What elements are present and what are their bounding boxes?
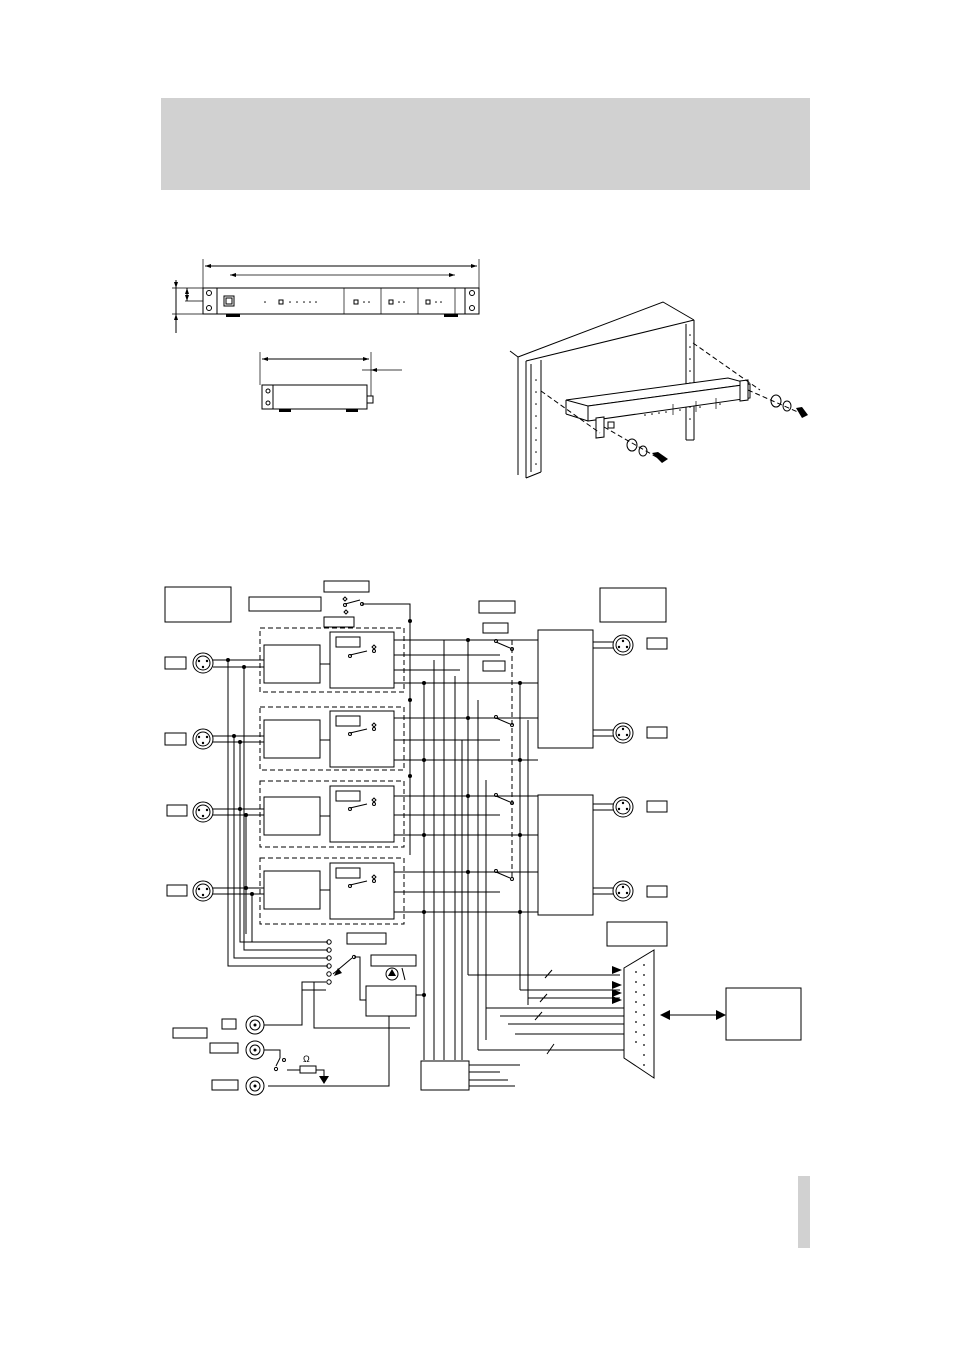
control-block xyxy=(366,986,416,1016)
ground-symbol-icon xyxy=(319,1076,329,1084)
input-section-label-box xyxy=(165,587,231,622)
xlr-jack-icon xyxy=(593,881,667,901)
double-arrow-icon xyxy=(660,1010,726,1020)
xlr-jack-icon xyxy=(593,635,667,655)
output-switch-label-box xyxy=(479,601,515,613)
selector-label-box xyxy=(347,933,386,944)
connector-label-box xyxy=(607,922,667,946)
resistor-icon xyxy=(300,1066,316,1073)
omega-symbol: Ω xyxy=(303,1054,310,1064)
rack-mount-drawing xyxy=(510,302,808,478)
rca-jack-icon xyxy=(173,1016,264,1038)
channel-1-block xyxy=(260,628,404,692)
channel-4-block xyxy=(260,858,404,924)
xlr-jack-icon xyxy=(593,723,667,743)
xlr-jack-icon xyxy=(167,802,213,822)
side-view-drawing xyxy=(260,352,402,412)
mode-label-box xyxy=(249,597,321,611)
channel-3-block xyxy=(260,781,404,847)
db25-connector-icon xyxy=(424,950,654,1078)
rca-jack-icon xyxy=(212,1077,264,1095)
output-section-label-box xyxy=(600,588,666,622)
small-label-box xyxy=(324,617,354,627)
rca-jack-icon xyxy=(210,1041,264,1059)
front-view-drawing xyxy=(172,259,479,333)
output-block-2 xyxy=(538,795,593,915)
channel-2-block xyxy=(260,707,404,770)
xlr-jack-icon xyxy=(165,729,213,749)
block-diagram xyxy=(165,581,801,1095)
xlr-jack-icon xyxy=(165,653,213,673)
switch-label-box xyxy=(324,581,369,592)
xlr-jack-icon xyxy=(167,881,213,901)
control-label-box xyxy=(371,955,416,966)
external-device-box xyxy=(726,988,801,1040)
xlr-jack-icon xyxy=(593,797,667,817)
interface-block xyxy=(421,1061,469,1090)
output-block-1 xyxy=(538,630,593,748)
